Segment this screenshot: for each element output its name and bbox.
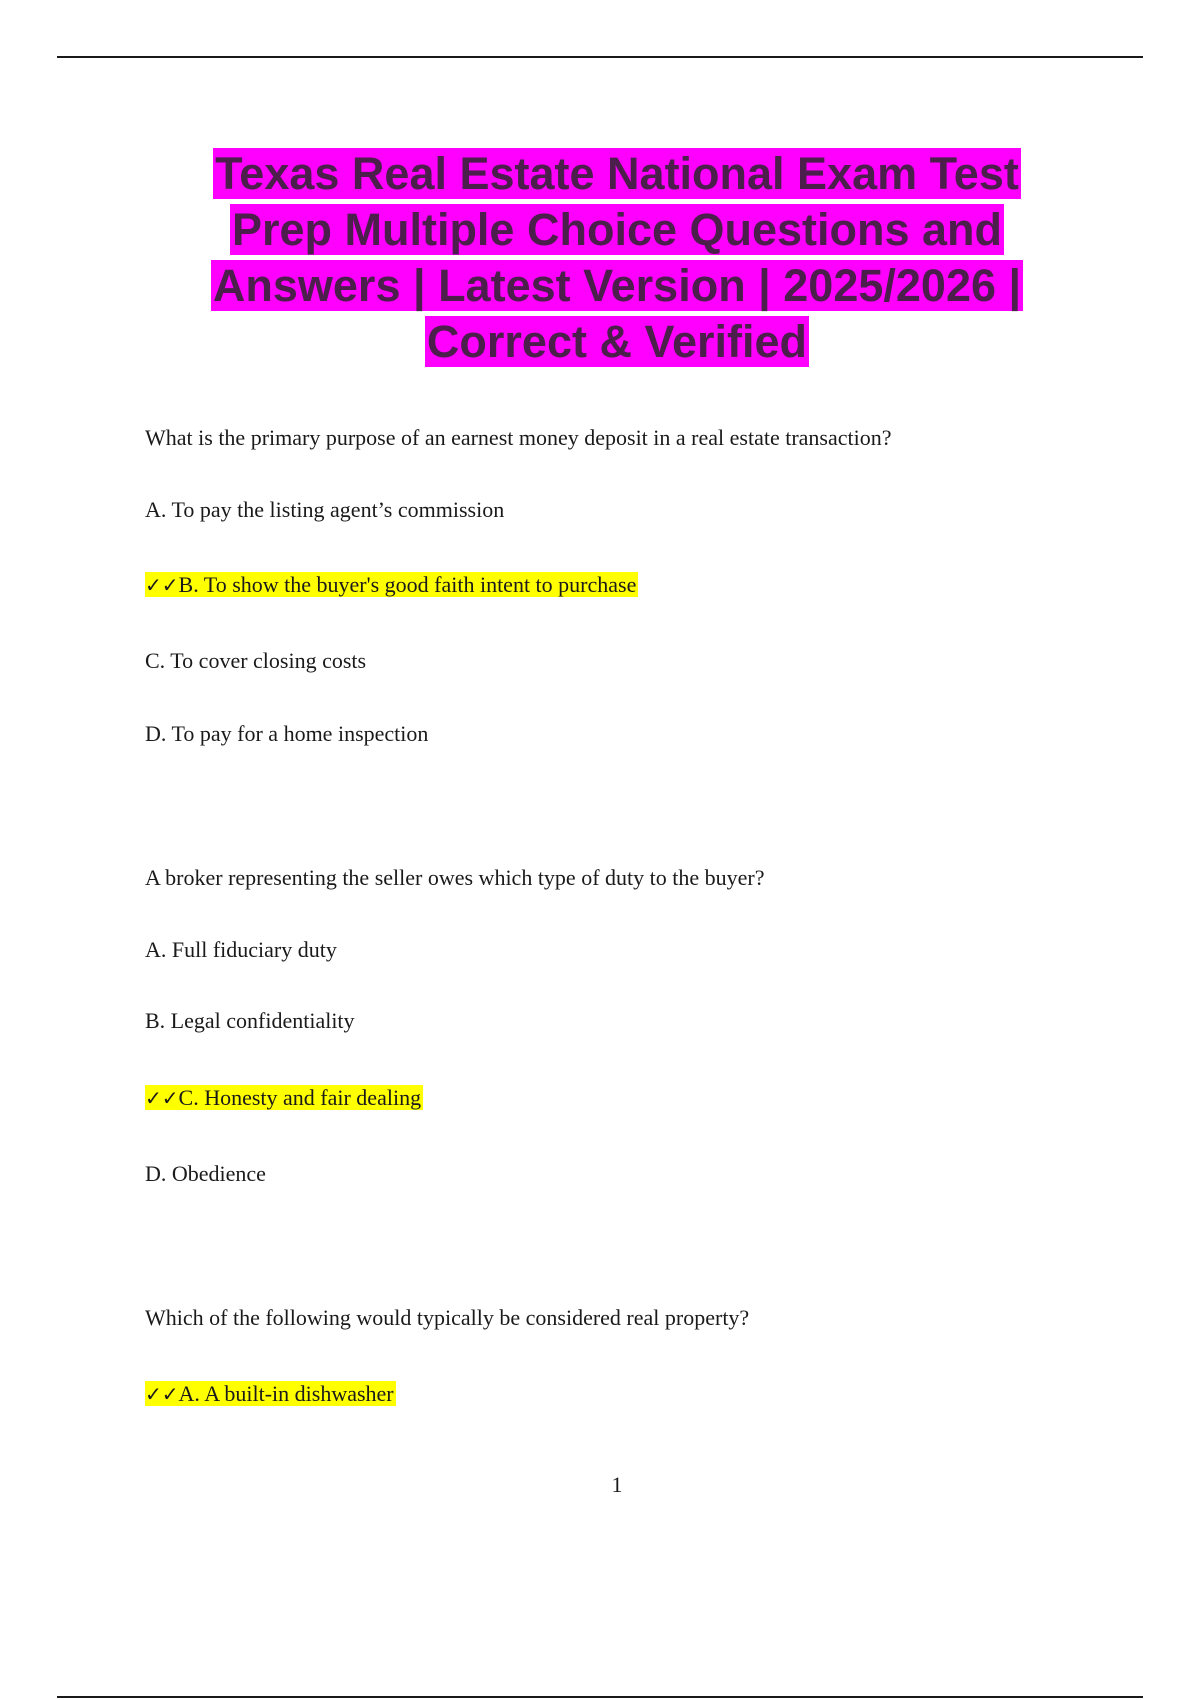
check-mark-icon: ✓✓ (145, 573, 179, 597)
bottom-rule (57, 1696, 1143, 1698)
title-line-4: Correct & Verified (426, 316, 808, 367)
question-3-option-a-correct (145, 1379, 396, 1409)
question-1-option-c: C. To cover closing costs (145, 648, 367, 673)
option-label: C. Honesty and fair dealing (178, 1085, 422, 1110)
page-number: 1 (611, 1472, 623, 1497)
question-2-option-d: D. Obedience (145, 1161, 266, 1186)
question-1-option-b-correct (145, 570, 638, 600)
title-line-3: Answers | Latest Version | 2025/2026 | (212, 260, 1022, 311)
question-2-option-b: B. Legal confidentiality (145, 1008, 355, 1033)
question-2-option-c-correct (145, 1083, 423, 1113)
question-2-option-a: A. Full fiduciary duty (145, 937, 337, 962)
question-3-text: Which of the following would typically be considered real property? (145, 1305, 750, 1330)
document-title (150, 146, 1084, 370)
correct-answer-highlight (145, 1085, 423, 1110)
check-mark-icon: ✓✓ (145, 1382, 179, 1406)
question-1-text: What is the primary purpose of an earnest money deposit in a real estate transaction? (145, 425, 892, 450)
question-1-option-d: D. To pay for a home inspection (145, 721, 429, 746)
question-2-text: A broker representing the seller owes which type of duty to the buyer? (145, 865, 765, 890)
option-label: B. To show the buyer's good faith intent to purchase (178, 572, 637, 597)
option-label: A. A built-in dishwasher (178, 1381, 394, 1406)
correct-answer-highlight (145, 572, 638, 597)
title-line-2: Prep Multiple Choice Questions and (231, 204, 1003, 255)
correct-answer-highlight (145, 1381, 396, 1406)
question-1-option-a: A. To pay the listing agent’s commission (145, 497, 505, 522)
check-mark-icon: ✓✓ (145, 1086, 179, 1110)
top-rule (57, 56, 1143, 58)
title-line-1: Texas Real Estate National Exam Test (215, 148, 1019, 199)
